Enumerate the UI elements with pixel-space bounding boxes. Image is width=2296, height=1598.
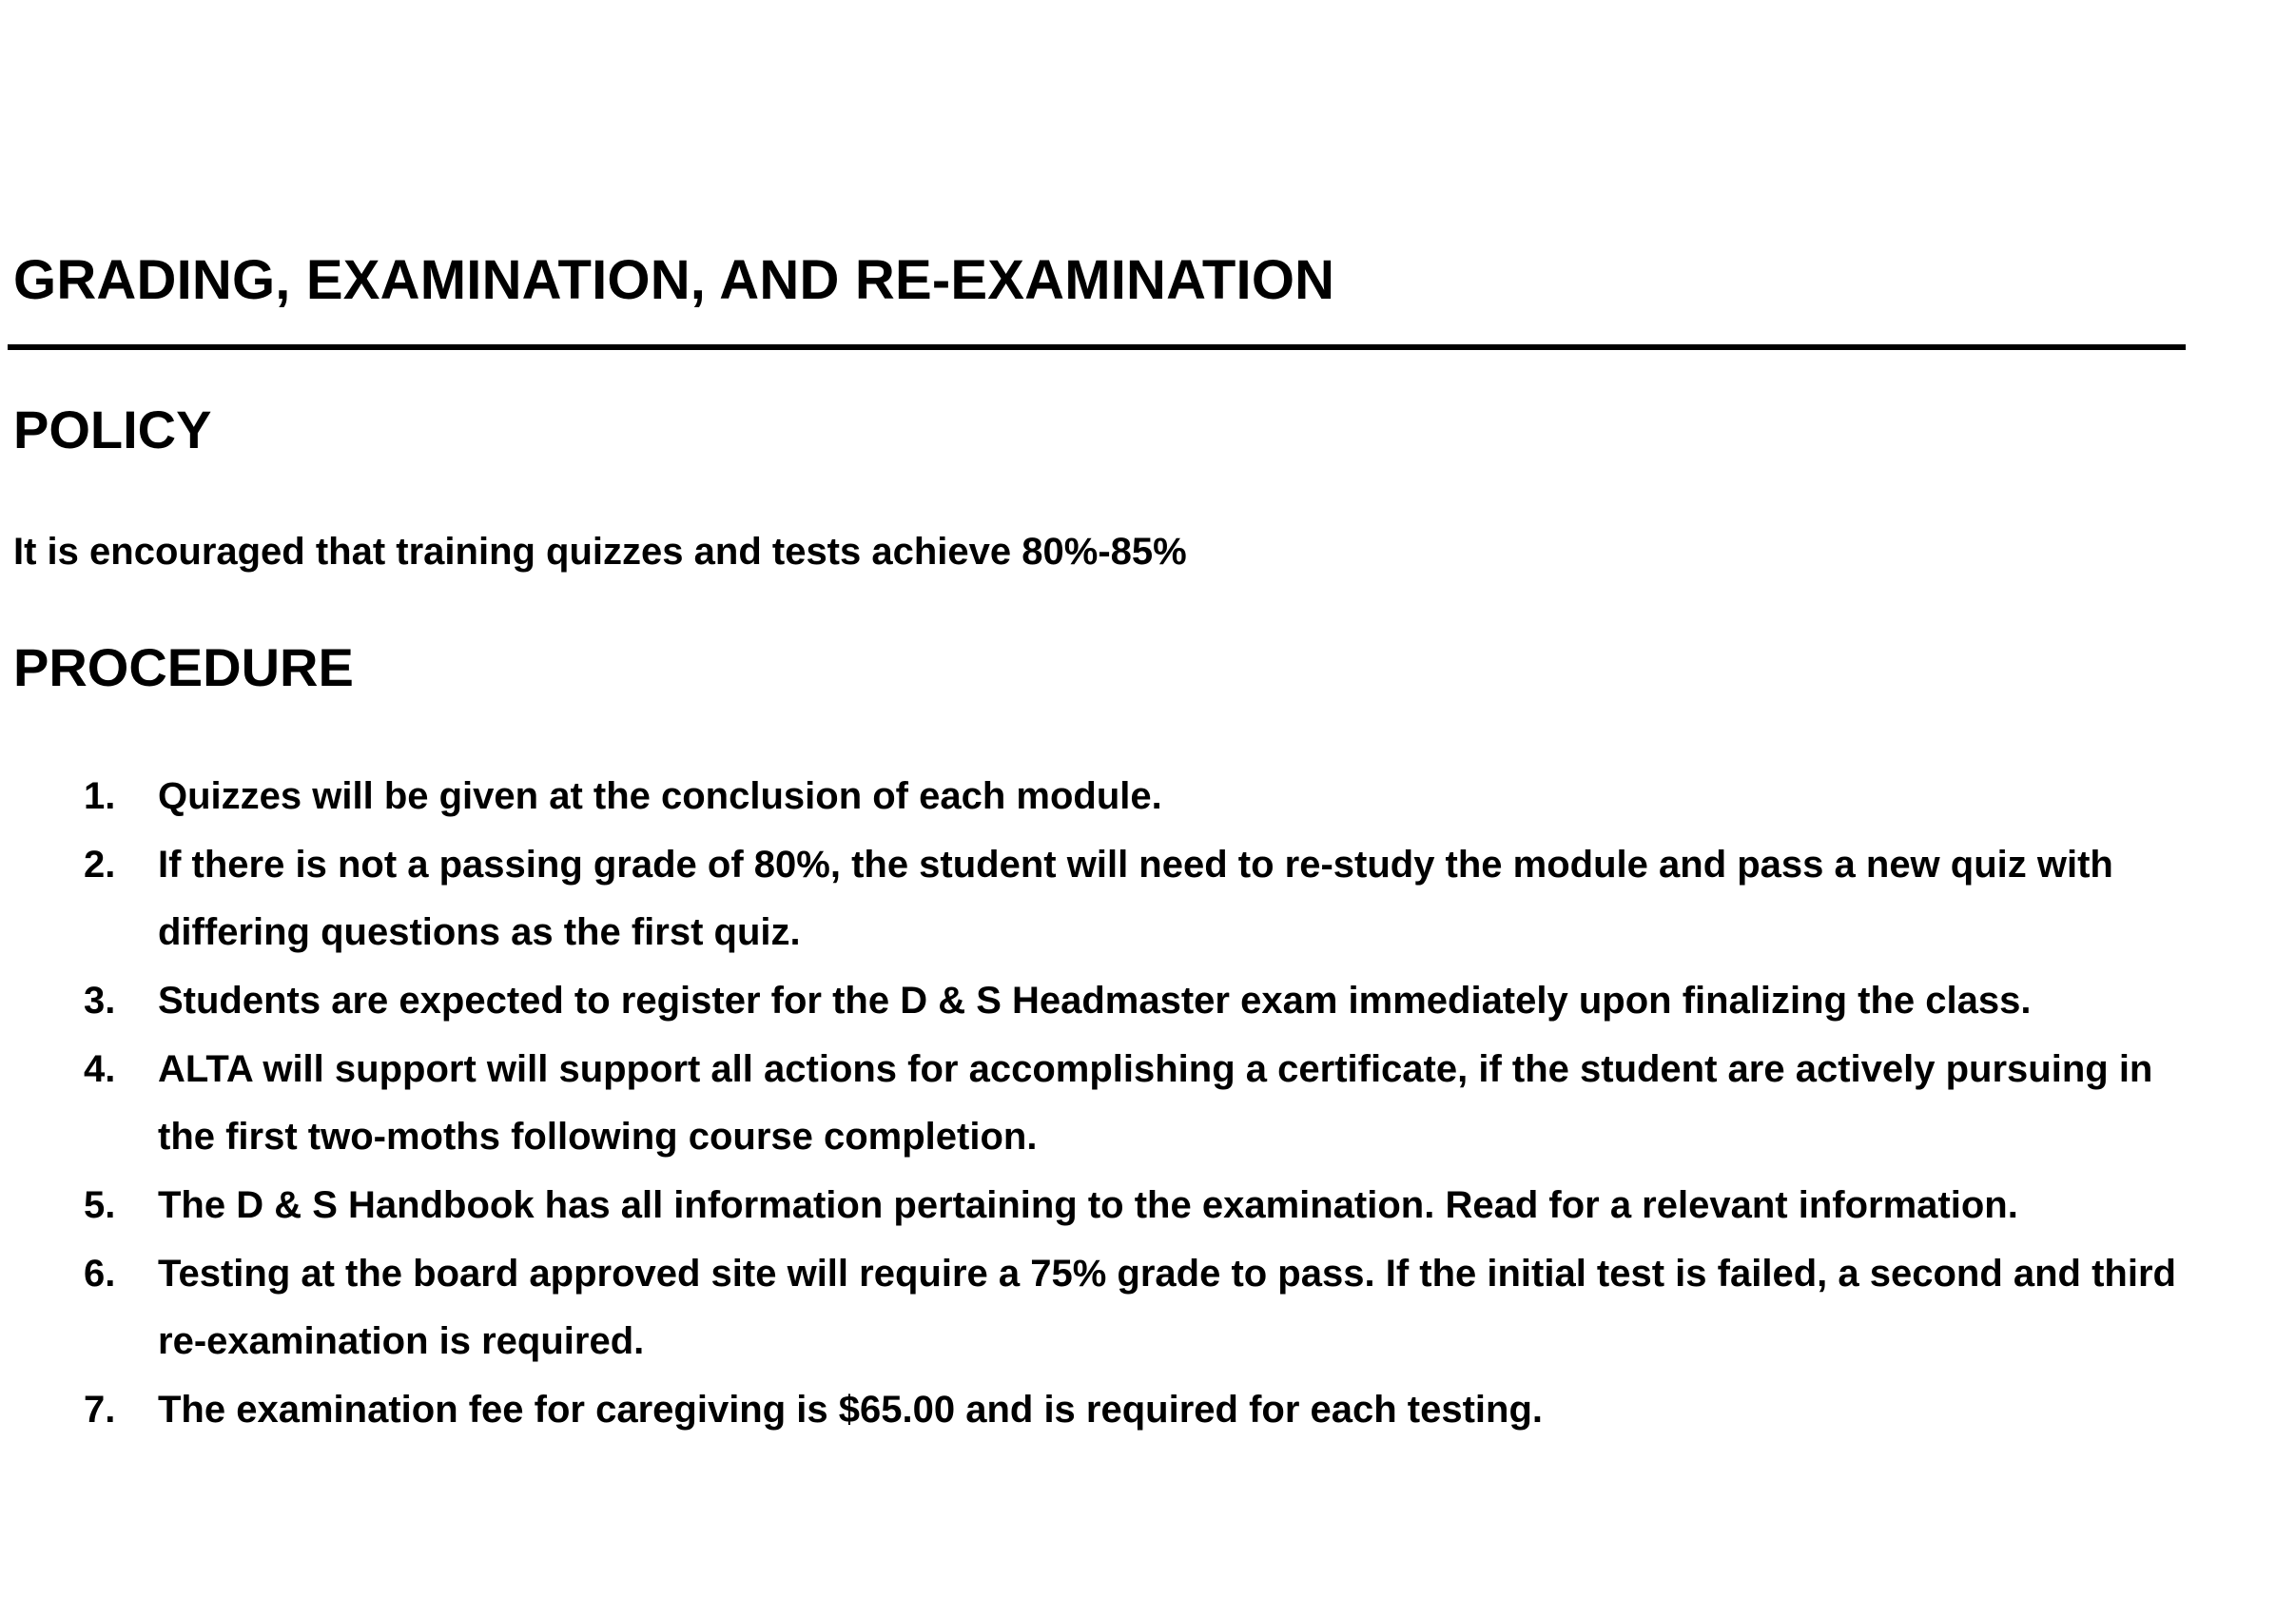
procedure-item-number: 4.: [84, 1048, 116, 1090]
procedure-list: [0, 763, 2188, 1445]
procedure-item-text: Testing at the board approved site will require a 75% grade to pass. If the initial test is failed, a second and third re-examination is required.: [158, 1253, 2176, 1362]
procedure-item-3: [0, 967, 2188, 1035]
procedure-item-7: [0, 1376, 2188, 1444]
document-title: GRADING, EXAMINATION, AND RE-EXAMINATION: [13, 249, 1335, 311]
procedure-item-number: 5.: [84, 1184, 116, 1226]
procedure-item-number: 2.: [84, 844, 116, 886]
procedure-item-number: 1.: [84, 775, 116, 817]
procedure-item-4: [0, 1036, 2188, 1171]
procedure-item-6: [0, 1240, 2188, 1375]
procedure-item-number: 3.: [84, 980, 116, 1022]
procedure-item-text: Students are expected to register for the D & S Headmaster exam immediately upon finalizing the class.: [158, 980, 2032, 1022]
policy-heading: POLICY: [13, 400, 212, 459]
policy-text: It is encouraged that training quizzes and tests achieve 80%-85%: [13, 531, 1187, 573]
procedure-item-number: 6.: [84, 1253, 116, 1295]
procedure-item-2: [0, 831, 2188, 966]
procedure-item-5: [0, 1172, 2188, 1239]
procedure-item-text: ALTA will support will support all actions for accomplishing a certificate, if the student are actively pursuing in the first two-moths following course completion.: [158, 1048, 2153, 1158]
procedure-item-text: If there is not a passing grade of 80%, the student will need to re-study the module and pass a new quiz with differing questions as the first quiz.: [158, 844, 2113, 953]
procedure-item-1: [0, 763, 2188, 830]
title-divider: [8, 344, 2186, 350]
procedure-item-text: The D & S Handbook has all information pertaining to the examination. Read for a relevant information.: [158, 1184, 2018, 1226]
procedure-item-text: Quizzes will be given at the conclusion of each module.: [158, 775, 1162, 817]
procedure-item-number: 7.: [84, 1389, 116, 1431]
procedure-heading: PROCEDURE: [13, 637, 354, 697]
procedure-item-text: The examination fee for caregiving is $65.00 and is required for each testing.: [158, 1389, 1544, 1431]
